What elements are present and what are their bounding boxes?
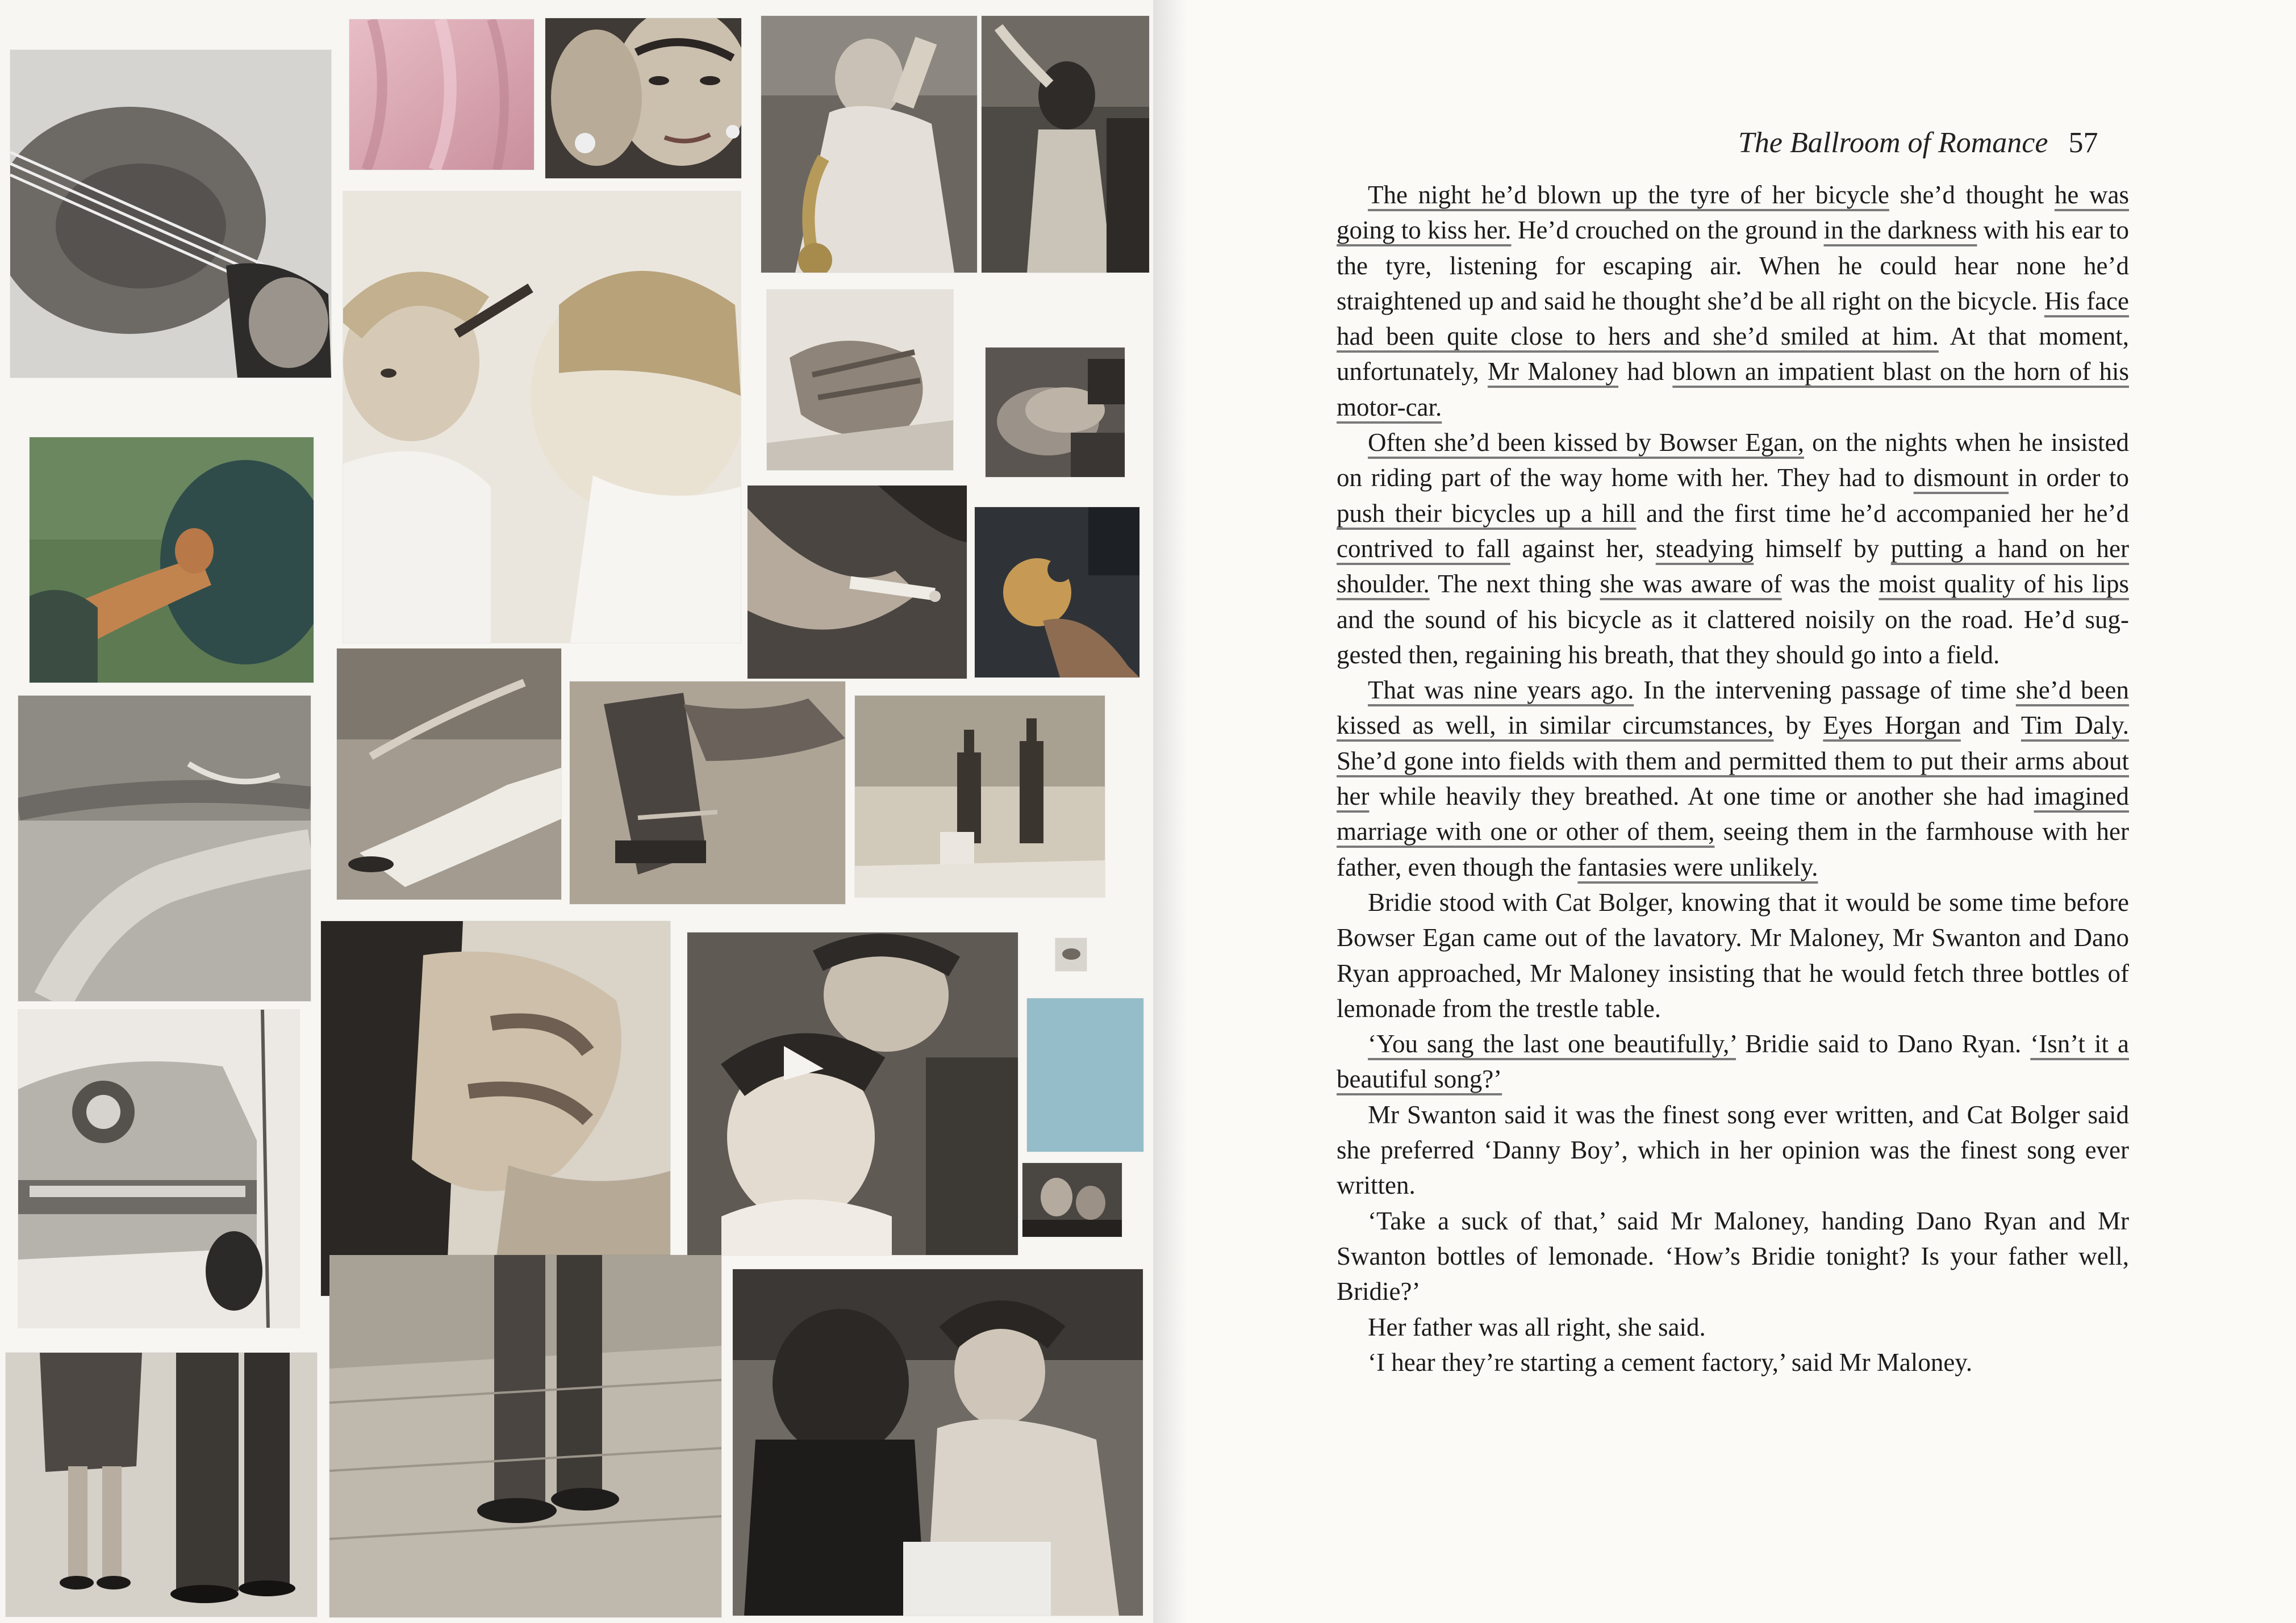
woman-with-earrings-photo (545, 18, 741, 178)
text-segment: He’d crouched on the ground (1511, 216, 1824, 245)
paragraph (1337, 1097, 2129, 1203)
underlined-passage: ‘You sang the last one beautifully,’ (1368, 1030, 1736, 1059)
underlined-passage: That was nine years ago. (1368, 676, 1634, 705)
paragraph (1337, 1026, 2129, 1097)
seated-man-legs-photo (570, 681, 845, 904)
paragraph (1337, 1345, 2129, 1380)
text-segment: ‘I hear they’re starting a cement factory,’ said Mr Maloney. (1368, 1348, 1973, 1377)
paragraph (1337, 1203, 2129, 1310)
reclining-woman-photo (337, 649, 561, 900)
underlined-passage: putting a hand on her shoulder. (1337, 534, 2130, 599)
hand-with-cigarette-photo (748, 486, 967, 679)
page-number: 57 (2068, 127, 2098, 159)
underlined-passage: His face had been quite close to hers and she’d smiled at him. (1337, 286, 2129, 351)
underlined-passage: ‘Isn’t it a beautiful song?’ (1337, 1030, 2130, 1094)
underlined-passage: in the darkness (1823, 216, 1977, 245)
saxophone-player-photo (761, 16, 977, 273)
underlined-passage: The night he’d blown up the tyre of her bicycle (1368, 181, 1889, 209)
text-segment: while heavily they breathed. At one time or another she had (1369, 782, 2034, 811)
paragraph (1337, 177, 2129, 425)
text-segment: The next thing (1429, 570, 1600, 599)
text-segment: Bridie stood with Cat Bolger, knowing that it would be some time before Bowser Egan came out of the lavatory. Mr Maloney, Mr Swanton and Dano Ryan approached, Mr Maloney insisting that he would fetch three bottles of lemonade from the trestle table. (1337, 888, 2129, 1023)
text-segment: had (1618, 357, 1673, 386)
text-segment: with his ear to the tyre, listening for escaping air. When he could hear none he’d straightened up and said he thought she’d be all right on the bicycle. (1337, 216, 2130, 315)
running-head-title: The Ballroom of Romance (1738, 127, 2048, 159)
violin-photo (10, 50, 331, 378)
text-segment: At that moment, unfortunately, (1337, 322, 2129, 386)
legs-on-pavement-photo (329, 1255, 721, 1617)
text-segment: in order to (2009, 463, 2130, 492)
page-gutter (1153, 0, 1187, 1623)
paragraph (1337, 1310, 2129, 1345)
paragraph (1337, 425, 2129, 672)
underlined-passage: he was going to kiss her. (1337, 181, 2129, 245)
vintage-car-photo (18, 1010, 299, 1328)
running-head (1738, 126, 2098, 160)
hand-on-hand-photo (986, 348, 1125, 477)
underlined-passage: moist quality of his lips (1878, 570, 2129, 599)
standing-couple-legs-photo (6, 1353, 317, 1617)
bottles-on-table-photo (855, 696, 1105, 897)
text-segment: on the nights when he insisted on riding part of the way home with her. They had to (1337, 428, 2129, 492)
underlined-passage: blown an impatient blast on the horn of his motor-car. (1337, 357, 2129, 421)
underlined-passage: Tim Daly. She’d gone into fields with them and permitted them to put their arms about her (1337, 711, 2130, 811)
text-segment: and (1960, 711, 2021, 740)
green-dancers-photo (30, 437, 314, 683)
text-segment: Bridie said to Dano Ryan. (1736, 1030, 2031, 1059)
text-segment: was the (1781, 570, 1879, 599)
underlined-passage: steadying (1655, 534, 1754, 563)
text-segment: and the first time he’d accompanied her he’d (1636, 499, 2129, 528)
hand-with-biscuit-photo (975, 507, 1139, 677)
couple-in-car-photo (1022, 1163, 1122, 1237)
text-segment: Her father was all right, she said. (1368, 1312, 1706, 1341)
text-segment: she’d thought (1889, 181, 2055, 209)
winding-road-photo (18, 696, 311, 1001)
blue-paper-swatch (1027, 998, 1143, 1152)
text-segment: ‘Take a suck of that,’ said Mr Maloney, handing Dano Ryan and Mr Swanton bottles of lemonade. ‘How’s Bridie tonight? Is your father well, Bridie?’ (1337, 1206, 2129, 1306)
story-text (1337, 177, 2129, 1380)
woman-combing-hair-photo (343, 191, 741, 643)
underlined-passage: she’d been kissed as well, in similar circumstances, (1337, 676, 2130, 740)
underlined-passage: push their bicycles up a hill (1337, 499, 1637, 528)
embrace-hands-photo (321, 921, 670, 1296)
text-segment: himself by (1754, 534, 1891, 563)
underlined-passage: Mr Maloney (1487, 357, 1619, 386)
small-hand-photo (1055, 938, 1087, 971)
dancing-couple-photo (982, 16, 1149, 273)
underlined-passage: imagined marriage with one or other of them, (1337, 782, 2129, 846)
underlined-passage: she was aware of (1600, 570, 1782, 599)
text-segment: against her, (1510, 534, 1656, 563)
underlined-passage: fantasies were unlikely. (1577, 852, 1818, 881)
underlined-passage: Eyes Horgan (1823, 711, 1961, 740)
text-segment: by (1773, 711, 1823, 740)
underlined-passage: contrived to fall (1337, 534, 1510, 563)
underlined-passage: Often she’d been kissed by Bowser Egan, (1368, 428, 1805, 457)
pink-fabric-photo (349, 19, 534, 170)
hands-touching-photo (767, 290, 953, 470)
text-segment: seeing them in the farmhouse with her father, even though the (1337, 817, 2130, 881)
couple-at-table-photo (733, 1269, 1143, 1616)
text-segment: In the intervening passage of time (1634, 676, 2016, 705)
underlined-passage: dismount (1913, 463, 2009, 492)
text-segment: and the sound of his bicycle as it clattered noisily on the road. He’d suggested then, regaining his breath, that they should go into a field. (1337, 605, 2129, 669)
text-segment: Mr Swanton said it was the finest song ever written, and Cat Bolger said she preferred ‘Danny Boy’, which in her opinion was the finest song ever written. (1337, 1100, 2129, 1200)
paragraph (1337, 672, 2129, 885)
paragraph (1337, 885, 2129, 1026)
mother-and-girl-photo (687, 932, 1018, 1255)
